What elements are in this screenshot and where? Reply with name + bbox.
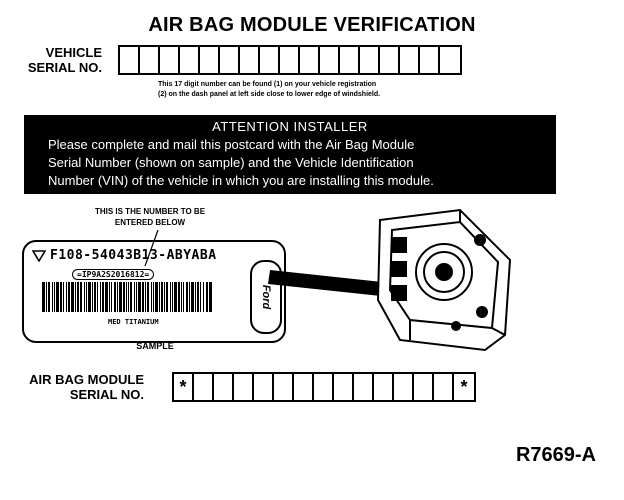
reference-number: R7669-A: [515, 444, 596, 466]
module-illustration: [260, 200, 520, 360]
module-digit-box[interactable]: [194, 374, 214, 400]
module-serial-label-line1: AIR BAG MODULE: [29, 372, 144, 387]
serial-code: =IP9A2S2016812=: [72, 269, 154, 280]
module-digit-box[interactable]: [274, 374, 294, 400]
ford-logo-text: Ford: [259, 284, 272, 310]
sample-callout-line1: THIS IS THE NUMBER TO BE: [94, 207, 206, 216]
module-digit-box[interactable]: [394, 374, 414, 400]
module-digit-box[interactable]: [354, 374, 374, 400]
vin-note-line1: This 17 digit number can be found (1) on your vehicle registration: [158, 81, 377, 88]
vin-note-line2: (2) on the dash panel at left side close to lower edge of windshield.: [158, 91, 381, 98]
module-digit-box[interactable]: [414, 374, 434, 400]
module-digit-box[interactable]: [314, 374, 334, 400]
module-serial-label: [10, 372, 144, 402]
page-title: AIR BAG MODULE VERIFICATION: [148, 14, 476, 36]
module-serial-boxes: [172, 372, 476, 402]
sample-caption: SAMPLE: [136, 341, 174, 351]
banner-line3: Number (VIN) of the vehicle in which you are installing this module.: [48, 173, 434, 188]
banner-line1: Please complete and mail this postcard with the Air Bag Module: [48, 137, 415, 152]
module-digit-box[interactable]: [434, 374, 454, 400]
module-digit-box[interactable]: [254, 374, 274, 400]
module-serial-label-line2: SERIAL NO.: [69, 387, 144, 402]
module-digit-box[interactable]: [334, 374, 354, 400]
module-digit-box[interactable]: [374, 374, 394, 400]
vehicle-serial-label-line1: VEHICLE: [45, 45, 102, 60]
sample-callout-line2: ENTERED BELOW: [114, 218, 186, 227]
banner-heading: ATTENTION INSTALLER: [212, 119, 368, 134]
part-number: F108-54043B13-ABYABA: [50, 248, 217, 263]
vehicle-serial-label-line2: SERIAL NO.: [27, 60, 102, 75]
banner-line2: Serial Number (shown on sample) and the Vehicle Identification: [48, 155, 414, 170]
air-bag-module-drawing: [378, 210, 510, 350]
module-digit-box[interactable]: *: [174, 374, 194, 400]
module-digit-box[interactable]: *: [460, 376, 468, 397]
color-text: MED TITANIUM: [108, 318, 159, 326]
module-digit-box[interactable]: [294, 374, 314, 400]
module-digit-box[interactable]: [234, 374, 254, 400]
module-digit-box[interactable]: [214, 374, 234, 400]
